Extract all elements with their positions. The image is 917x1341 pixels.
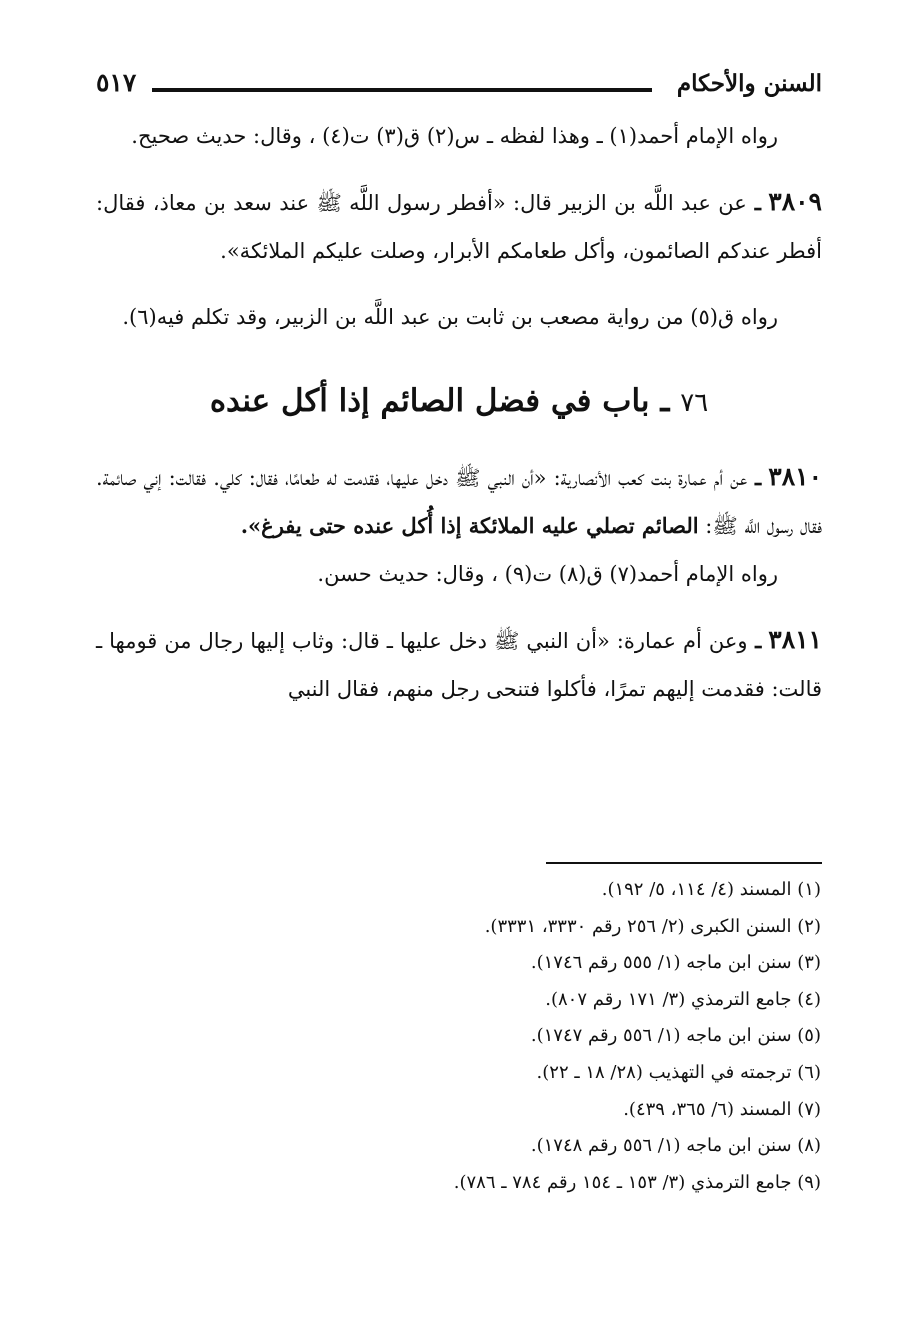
paragraph-text: رواه الإمام أحمد(٧) ق(٨) ت(٩) ، وقال: حديث حسن. — [317, 562, 778, 586]
chapter-dash: ـ — [649, 383, 670, 419]
paragraph — [96, 293, 822, 341]
hadith-3810 — [96, 453, 822, 550]
footnote: (١) المسند (٤/ ١١٤، ٥/ ١٩٢). — [601, 879, 821, 900]
hadith-dash: ـ — [746, 190, 761, 215]
hadith-3811 — [96, 616, 822, 713]
footnote: (٧) المسند (٦/ ٣٦٥، ٤٣٩). — [623, 1098, 821, 1120]
running-header — [96, 64, 822, 108]
paragraph-text: رواه ق(٥) من رواية مصعب بن ثابت بن عبد اللَّه بن الزبير، وقد تكلم فيه(٦). — [122, 305, 778, 329]
chapter-title: باب في فضل الصائم إذا أكل عنده — [209, 383, 650, 419]
footnote: (٨) سنن ابن ماجه (١/ ٥٥٦ رقم ١٧٤٨). — [530, 1135, 821, 1157]
footnotes — [96, 872, 821, 1201]
hadith-number: ٣٨٠٩ — [768, 187, 822, 216]
footnote: (٥) سنن ابن ماجه (١/ ٥٥٦ رقم ١٧٤٧). — [530, 1025, 821, 1047]
main-text — [96, 112, 822, 713]
hadith-number: ٣٨١١ — [768, 625, 822, 654]
paragraph — [96, 550, 822, 598]
footnote: (٤) جامع الترمذي (٣/ ١٧١ رقم ٨٠٧). — [545, 988, 821, 1010]
footnote: (٣) سنن ابن ماجه (١/ ٥٥٥ رقم ١٧٤٦). — [530, 952, 821, 974]
paragraph — [96, 112, 822, 160]
footnote: (٢) السنن الكبرى (٢/ ٢٥٦ رقم ٣٣٣٠، ٣٣٣١). — [484, 915, 821, 937]
hadith-3809 — [96, 178, 822, 275]
hadith-text: عن أم عمارة بنت كعب الأنصارية: «أن النبي ﷺ دخل عليها، فقدمت له طعامًا، فقال: كلي. فقالت: إني صائمة. فقال رسول اللَّه ﷺ: — [96, 466, 822, 538]
footnote: (٩) جامع الترمذي (٣/ ١٥٣ ـ ١٥٤ رقم ٧٨٤ ـ ٧٨٦). — [453, 1171, 821, 1193]
footnote-divider — [546, 862, 822, 864]
hadith-text: وعن أم عمارة: «أن النبي ﷺ دخل عليها ـ قال: وثاب إليها رجال من قومها ـ قالت: فقدمت إليهم تمرًا، فأكلوا فتنحى رجل منهم، فقال النبي — [96, 629, 822, 701]
hadith-dash: ـ — [747, 465, 762, 490]
page-number: ٥١٧ — [96, 68, 137, 97]
hadith-dash: ـ — [747, 628, 762, 653]
chapter-number: ٧٦ — [680, 388, 709, 418]
header-rule — [152, 88, 652, 92]
hadith-text: عن عبد اللَّه بن الزبير قال: «أفطر رسول اللَّه ﷺ عند سعد بن معاذ، فقال: أفطر عندكم الصائمون، وأكل طعامكم الأبرار، وصلت عليكم الملائكة». — [96, 191, 822, 263]
footnote: (٦) ترجمته في التهذيب (٢٨/ ١٨ ـ ٢٢). — [536, 1061, 821, 1083]
hadith-number: ٣٨١٠ — [768, 462, 822, 491]
hadith-highlight: الصائم تصلي عليه الملائكة إذا أُكل عنده حتى يفرغ». — [240, 513, 699, 538]
paragraph-text: رواه الإمام أحمد(١) ـ وهذا لفظه ـ س(٢) ق(٣) ت(٤) ، وقال: حديث صحيح. — [131, 124, 778, 148]
chapter-heading — [96, 371, 822, 433]
running-title: السنن والأحكام — [676, 70, 822, 97]
